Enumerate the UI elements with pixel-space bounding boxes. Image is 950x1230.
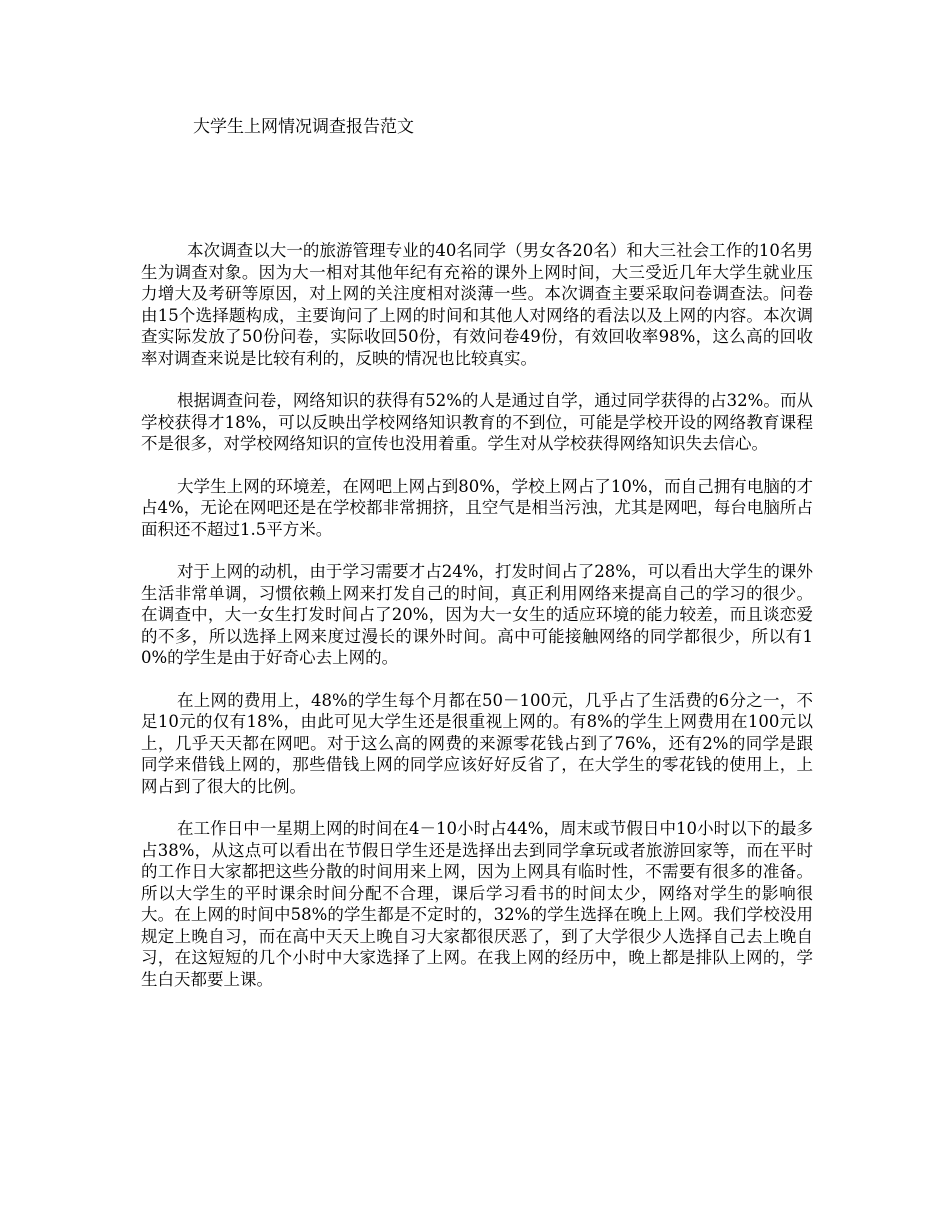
paragraph-environment: 大学生上网的环境差，在网吧上网占到80%，学校上网占了10%，而自己拥有电脑的才占4%，无论在网吧还是在学校都非常拥挤，且空气是相当污浊，尤其是网吧，每台电脑所占面积还不超过1.5平方米。: [141, 476, 813, 539]
paragraph-motivation: 对于上网的动机，由于学习需要才占24%，打发时间占了28%，可以看出大学生的课外生活非常单调，习惯依赖上网来打发自己的时间，真正利用网络来提高自己的学习的很少。在调查中，大一女生打发时间占了20%，因为大一女生的适应环境的能力较差，而且谈恋爱的不多，所以选择上网来度过漫长的课外时间。高中可能接触网络的同学都很少，所以有10%的学生是由于好奇心去上网的。: [141, 562, 813, 667]
paragraph-cost: 在上网的费用上，48%的学生每个月都在50－100元，几乎占了生活费的6分之一，不足10元的仅有18%，由此可见大学生还是很重视上网的。有8%的学生上网费用在100元以上，几乎天天都在网吧。对于这么高的网费的来源零花钱占到了76%，还有2%的同学是跟同学来借钱上网的，那些借钱上网的同学应该好好反省了，在大学生的零花钱的使用上，上网占到了很大的比例。: [141, 690, 813, 796]
paragraph-knowledge-source: 根据调查问卷，网络知识的获得有52%的人是通过自学，通过同学获得的占32%。而从学校获得才18%，可以反映出学校网络知识教育的不到位，可能是学校开设的网络教育课程不是很多，对学校网络知识的宣传也没用着重。学生对从学校获得网络知识失去信心。: [141, 391, 813, 453]
document-title: 大学生上网情况调查报告范文: [193, 117, 414, 137]
document-body: [141, 240, 813, 1011]
paragraph-survey-overview: 本次调查以大一的旅游管理专业的40名同学（男女各20名）和大三社会工作的10名男生为调查对象。因为大一相对其他年纪有充裕的课外上网时间，大三受近几年大学生就业压力增大及考研等原因，对上网的关注度相对淡薄一些。本次调查主要采取问卷调查法。问卷由15个选择题构成，主要询问了上网的时间和其他人对网络的看法以及上网的内容。本次调查实际发放了50份问卷，实际收回50份，有效问卷49份，有效回收率98%，这么高的回收率对调查来说是比较有利的，反映的情况也比较真实。: [141, 241, 813, 368]
paragraph-time: 在工作日中一星期上网的时间在4－10小时占44%，周末或节假日中10小时以下的最多占38%，从这点可以看出在节假日学生还是选择出去到同学拿玩或者旅游回家等，而在平时的工作日大家都把这些分散的时间用来上网，因为上网具有临时性，不需要有很多的准备。所以大学生的平时课余时间分配不合理，课后学习看书的时间太少，网络对学生的影响很大。在上网的时间中58%的学生都是不定时的，32%的学生选择在晚上上网。我们学校没用规定上晚自习，而在高中天天上晚自习大家都很厌恶了，到了大学很少人选择自己去上晚自习，在这短短的几个小时中大家选择了上网。在我上网的经历中，晚上都是排队上网的，学生白天都要上课。: [141, 819, 813, 989]
